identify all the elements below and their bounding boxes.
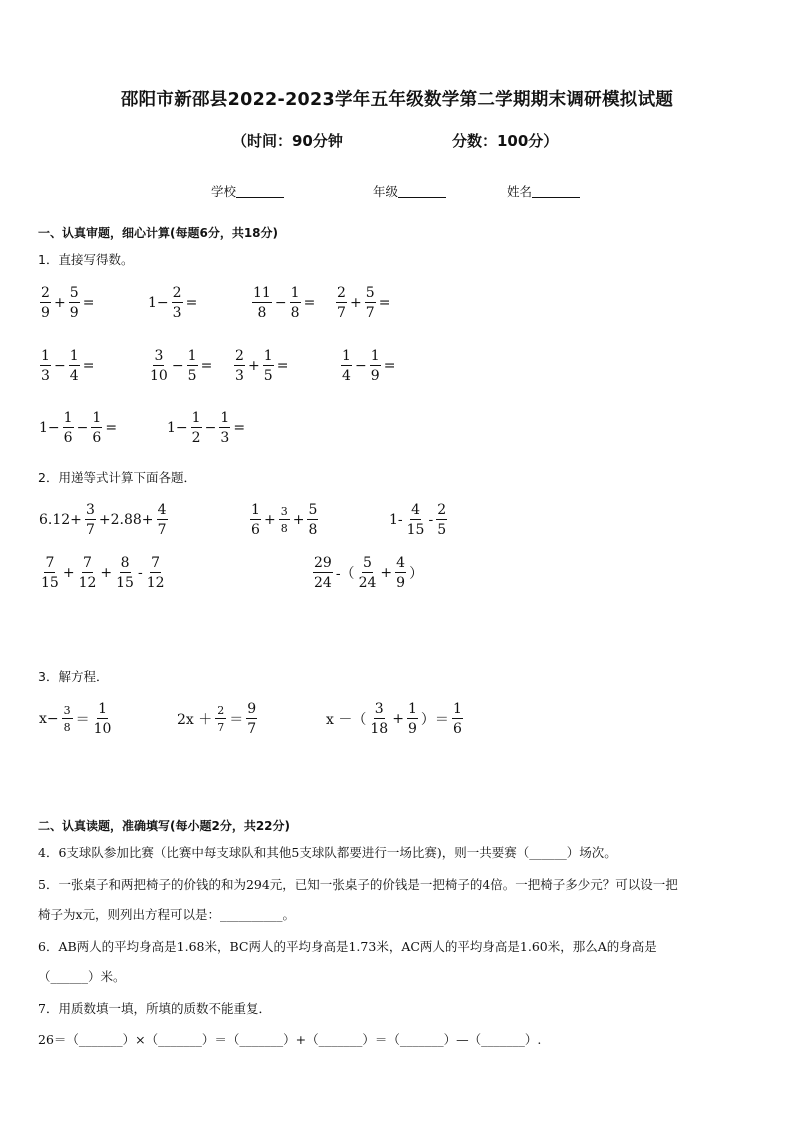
denominator: 6: [251, 522, 260, 538]
expr-text: 1−: [167, 420, 188, 436]
expr-text: −: [76, 420, 89, 436]
expr-text: −: [274, 295, 287, 311]
fraction: [40, 286, 51, 320]
fraction: [313, 556, 333, 590]
numerator: 1: [220, 410, 230, 426]
denominator: 6: [92, 430, 102, 446]
fraction: [40, 556, 60, 590]
fraction: [115, 556, 135, 590]
fraction: [187, 349, 198, 383]
expr-text: +: [380, 565, 393, 581]
expr-text: -（: [335, 566, 355, 582]
expr-text: ＝: [229, 712, 244, 728]
fraction: [93, 702, 113, 736]
denominator: 9: [370, 368, 380, 384]
numerator: 1: [342, 348, 351, 364]
denominator: 15: [116, 575, 134, 591]
expr-text: 1-: [389, 512, 403, 528]
numerator: 7: [83, 555, 92, 571]
denominator: 3: [41, 368, 50, 384]
q2-expr: [248, 503, 320, 537]
fraction: [370, 349, 381, 383]
q1-title: 1．直接写得数。: [38, 252, 134, 267]
numerator: 1: [407, 701, 417, 717]
expr-text: −: [171, 358, 184, 374]
fraction: [246, 702, 257, 736]
numerator: 3: [85, 502, 95, 518]
fraction: [219, 411, 230, 445]
fraction: [215, 705, 226, 733]
section1-heading: 一、认真审题，细心计算(每题6分，共18分): [38, 226, 279, 240]
expr-text: +: [62, 565, 75, 581]
q3-expr: [176, 702, 259, 736]
expr-text: x−: [39, 711, 59, 727]
fraction: [149, 349, 169, 383]
expr-text: +: [292, 512, 305, 528]
numerator: 2: [172, 285, 182, 301]
q1-expr: [166, 411, 246, 445]
denominator: 5: [437, 522, 447, 538]
q4-text: 4．6支球队参加比赛（比赛中每支球队和其他5支球队都要进行一场比赛)，则一共要赛（______）场次。: [38, 845, 617, 860]
q1-expr: [38, 286, 95, 320]
denominator: 8: [290, 305, 300, 321]
fraction: [263, 349, 274, 383]
q6-text-line2: （______）米。: [38, 969, 126, 984]
grade-label: 年级: [373, 184, 399, 199]
q3-expr: [38, 702, 114, 736]
q2-expr: [38, 503, 170, 537]
numerator: 5: [365, 285, 375, 301]
q3-title: 3．解方程．: [38, 669, 109, 684]
expr-text: =: [383, 358, 396, 374]
numerator: 2: [235, 348, 244, 364]
denominator: 8: [280, 522, 288, 535]
expr-text: x －（: [326, 712, 367, 728]
page-title: 邵阳市新邵县2022-2023学年五年级数学第二学期期末调研模拟试题: [120, 90, 674, 110]
fraction: [279, 506, 290, 534]
numerator: 3: [280, 505, 288, 518]
expr-text: +: [100, 565, 113, 581]
expr-text: 1−: [148, 295, 169, 311]
expr-text: 2x ＋: [177, 712, 213, 728]
expr-text: ）＝: [420, 712, 449, 728]
fraction: [234, 349, 245, 383]
numerator: 9: [247, 701, 257, 717]
denominator: 4: [69, 368, 79, 384]
grade-field: [373, 182, 446, 200]
q1-expr: [232, 349, 289, 383]
q1-expr: [147, 349, 213, 383]
numerator: 2: [41, 285, 50, 301]
q2-title: 2．用递等式计算下面各题．: [38, 470, 196, 485]
expr-text: 1−: [39, 420, 60, 436]
denominator: 24: [358, 575, 377, 591]
fraction: [191, 411, 202, 445]
numerator: 1: [290, 285, 300, 301]
q6-text-line1: 6．AB两人的平均身高是1.68米，BC两人的平均身高是1.73米，AC两人的平均身高是1.60米，那么A的身高是: [38, 939, 657, 954]
fraction: [290, 286, 301, 320]
denominator: 9: [396, 575, 406, 591]
denominator: 18: [370, 721, 389, 737]
fraction: [69, 349, 80, 383]
fraction: [85, 503, 96, 537]
expr-text: −: [204, 420, 217, 436]
grade-blank[interactable]: [398, 184, 446, 198]
expr-text: =: [185, 295, 198, 311]
numerator: 29: [314, 555, 332, 571]
numerator: 7: [45, 555, 55, 571]
q3-expr: [325, 702, 465, 736]
fraction: [452, 702, 463, 736]
denominator: 5: [263, 368, 273, 384]
fraction: [341, 349, 352, 383]
denominator: 3: [172, 305, 182, 321]
exam-score: 分数：100分）: [452, 132, 559, 150]
denominator: 3: [235, 368, 244, 384]
numerator: 5: [69, 285, 79, 301]
expr-text: =: [276, 358, 289, 374]
denominator: 10: [150, 368, 168, 384]
numerator: 7: [151, 555, 161, 571]
fraction: [146, 556, 166, 590]
expr-text: =: [303, 295, 316, 311]
expr-text: ＝: [75, 712, 90, 728]
name-field: [507, 182, 580, 200]
fraction: [336, 286, 347, 320]
expr-text: =: [82, 358, 95, 374]
numerator: 3: [63, 704, 71, 717]
expr-text: +: [392, 711, 404, 727]
q5-text-line2: 椅子为x元，则列出方程可以是：__________。: [38, 907, 296, 922]
denominator: 7: [365, 305, 375, 321]
fraction: [250, 503, 261, 537]
denominator: 8: [308, 522, 318, 538]
q1-expr: [38, 411, 118, 445]
expr-text: +2.88+: [98, 512, 154, 528]
fraction: [157, 503, 168, 537]
expr-text: −: [54, 358, 66, 374]
expr-text: =: [105, 420, 118, 436]
denominator: 6: [63, 430, 73, 446]
fraction: [63, 411, 74, 445]
q7-title: 7．用质数填一填，所填的质数不能重复．: [38, 1001, 271, 1016]
denominator: 4: [342, 368, 351, 384]
fraction: [172, 286, 183, 320]
q5-text-line1: 5．一张桌子和两把椅子的价钱的和为294元，已知一张桌子的价钱是一把椅子的4倍。一把椅子多少元？可以设一把: [38, 877, 678, 892]
q1-expr: [250, 286, 316, 320]
fraction: [91, 411, 102, 445]
expr-text: +: [264, 512, 276, 528]
q1-expr: [38, 349, 95, 383]
numerator: 8: [120, 555, 130, 571]
expr-text: ）: [409, 566, 424, 582]
school-blank[interactable]: [236, 184, 284, 198]
denominator: 7: [337, 305, 346, 321]
school-field: [211, 182, 284, 200]
numerator: 1: [69, 348, 79, 364]
denominator: 3: [220, 430, 230, 446]
fraction: [252, 286, 272, 320]
denominator: 8: [63, 721, 71, 734]
denominator: 9: [41, 305, 50, 321]
q1-expr: [339, 349, 396, 383]
fraction: [395, 556, 406, 590]
expr-text: 6.12+: [39, 512, 82, 528]
numerator: 3: [154, 348, 164, 364]
denominator: 6: [452, 721, 462, 737]
expr-text: −: [355, 358, 367, 374]
fraction: [40, 349, 51, 383]
q2-expr: [311, 556, 424, 590]
expr-text: =: [233, 420, 246, 436]
fraction: [62, 705, 73, 733]
q7-equation: 26＝（_______）×（_______）＝（_______）+（_______）＝（_______）—（_______）.: [38, 1032, 542, 1047]
numerator: 1: [191, 410, 201, 426]
fraction: [307, 503, 318, 537]
numerator: 1: [263, 348, 273, 364]
section2-heading: 二、认真读题，准确填写(每小题2分，共22分): [38, 819, 291, 833]
fraction: [436, 503, 447, 537]
expr-text: =: [82, 295, 95, 311]
expr-text: -: [428, 512, 434, 528]
denominator: 7: [85, 522, 95, 538]
q1-expr: [334, 286, 391, 320]
denominator: 9: [407, 721, 417, 737]
fraction: [407, 702, 418, 736]
exam-time: （时间：90分钟: [232, 132, 343, 150]
q1-expr: [147, 286, 198, 320]
denominator: 12: [146, 575, 165, 591]
numerator: 1: [63, 410, 73, 426]
numerator: 11: [253, 285, 271, 301]
numerator: 2: [337, 285, 346, 301]
denominator: 7: [247, 721, 257, 737]
numerator: 1: [251, 502, 260, 518]
numerator: 4: [411, 502, 420, 518]
expr-text: +: [350, 295, 362, 311]
fraction: [369, 702, 389, 736]
numerator: 2: [217, 704, 225, 717]
denominator: 9: [69, 305, 79, 321]
q2-expr: [38, 556, 168, 590]
fraction: [69, 286, 80, 320]
denominator: 15: [41, 575, 59, 591]
numerator: 5: [363, 555, 372, 571]
numerator: 3: [374, 701, 384, 717]
fraction: [365, 286, 376, 320]
school-label: 学校: [211, 184, 237, 199]
name-label: 姓名: [507, 184, 533, 199]
denominator: 7: [157, 522, 167, 538]
expr-text: -: [137, 565, 143, 581]
denominator: 10: [93, 721, 112, 737]
numerator: 1: [92, 410, 102, 426]
denominator: 5: [187, 368, 197, 384]
denominator: 12: [78, 575, 97, 591]
numerator: 5: [308, 502, 318, 518]
denominator: 2: [191, 430, 201, 446]
q2-expr: [388, 503, 449, 537]
expr-text: +: [248, 358, 260, 374]
fraction: [406, 503, 426, 537]
expr-text: +: [54, 295, 66, 311]
fraction: [78, 556, 98, 590]
fraction: [358, 556, 378, 590]
numerator: 1: [41, 348, 50, 364]
numerator: 2: [437, 502, 447, 518]
numerator: 4: [396, 555, 406, 571]
name-blank[interactable]: [532, 184, 580, 198]
numerator: 1: [98, 701, 107, 717]
expr-text: =: [378, 295, 391, 311]
numerator: 1: [370, 348, 380, 364]
denominator: 8: [257, 305, 267, 321]
denominator: 24: [314, 575, 332, 591]
numerator: 4: [157, 502, 167, 518]
numerator: 1: [452, 701, 462, 717]
denominator: 7: [217, 721, 225, 734]
numerator: 1: [187, 348, 197, 364]
expr-text: =: [200, 358, 213, 374]
denominator: 15: [406, 522, 425, 538]
